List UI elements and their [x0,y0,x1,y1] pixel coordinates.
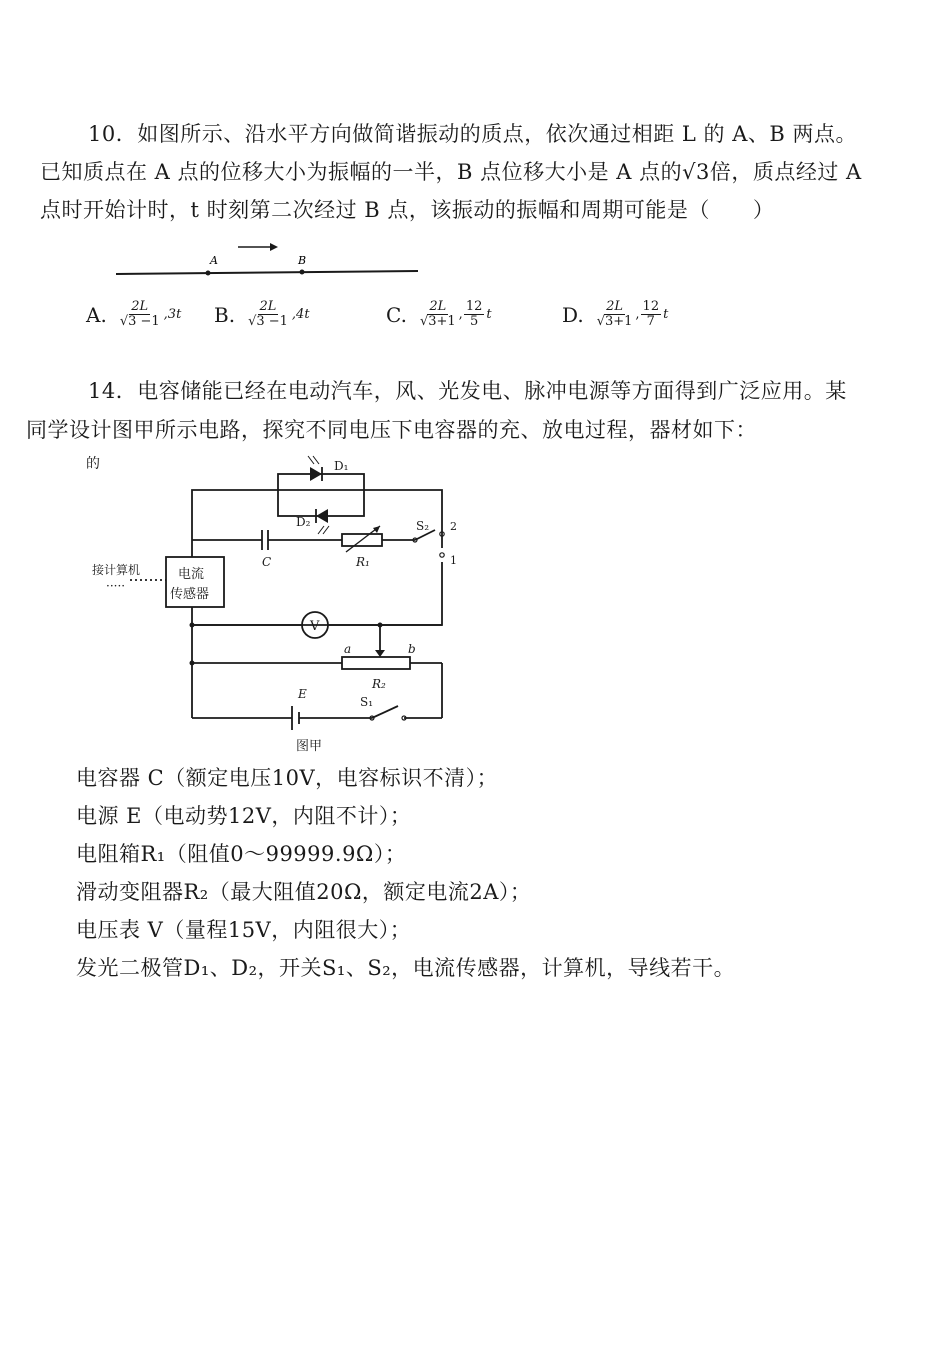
option-d-letter: D. [562,302,584,327]
option-b[interactable] [214,300,310,329]
label-a: a [344,642,352,656]
option-d-num: 2L [606,299,623,314]
q14-line-1: 14．电容储能已经在电动汽车，风、光发电、脉冲电源等方面得到广泛应用。某 [88,379,847,403]
option-b-den: √3 −1 [248,314,288,329]
label-r2: R₂ [372,677,386,691]
option-a-amplitude [118,300,162,329]
point-b-label: B [298,254,307,267]
option-d-period-num: 12 [642,299,660,314]
option-c-period-num: 12 [465,299,483,314]
q10-line-1: 10．如图所示、沿水平方向做简谐振动的质点，依次通过相距 L 的 A、B 两点。 [88,122,857,146]
option-c-den: √3+1 [419,314,456,329]
d2-light-icon [318,526,324,534]
label-r1: R₁ [356,555,370,569]
diode-d1-icon [310,467,322,481]
q14-line-2: 同学设计图甲所示电路，探究不同电压下电容器的充、放电过程，器材如下： [26,418,757,442]
q10-line-3: 点时开始计时，t 时刻第二次经过 B 点，该振动的振幅和周期可能是（ ） [40,198,775,222]
label-e: E [298,687,307,701]
slider-arrow-icon [375,650,385,657]
option-b-letter: B. [214,302,236,327]
option-d-period-frac [641,300,662,329]
option-c-period-unit: t [486,307,492,322]
s2-contact-1 [440,553,444,557]
option-c-letter: C. [386,302,407,327]
point-b-dot [300,270,305,275]
label-computer: 接计算机 [92,563,141,577]
option-a[interactable] [86,300,181,329]
label-pos-1: 1 [450,554,457,567]
option-b-amplitude [246,300,290,329]
option-c-num: 2L [429,299,447,314]
computer-dots: ····· [106,579,126,593]
label-pos-2: 2 [450,520,457,533]
label-s1: S₁ [360,695,374,709]
option-c-amplitude [418,300,458,329]
option-d-den: √3+1 [596,314,633,329]
circuit-caption: 图甲 [296,739,323,754]
diode-box [278,474,364,516]
label-d2: D₂ [296,515,311,529]
option-b-period: ,4t [291,307,310,322]
label-s2: S₂ [416,519,430,533]
label-c: C [262,555,272,569]
circuit-corner-label: 的 [86,456,100,472]
direction-arrow-head-icon [270,243,278,251]
option-c-period-den: 5 [469,314,479,329]
option-a-period: ,3t [163,307,182,322]
label-sensor-1: 电流 [178,567,205,582]
switch-s1-blade [372,706,398,718]
material-item-2: 电源 E（电动势12V，内阻不计）； [76,804,412,828]
label-v: V [310,619,320,634]
right-wire [192,562,442,625]
circuit-diagram [70,450,490,760]
diode-d2-icon [316,509,328,523]
d1-light-icon [308,456,314,464]
q10-line-2: 已知质点在 A 点的位移大小为振幅的一半，B 点位移大小是 A 点的√3倍，质点经过 A [40,160,862,184]
option-b-num: 2L [259,299,277,314]
label-b: b [408,642,416,656]
option-d-amplitude [595,300,635,329]
option-a-den: √3 −1 [119,314,160,329]
option-c-period-frac [464,300,485,329]
material-item-3: 电阻箱R₁（阻值0～99999.9Ω）； [76,842,407,866]
material-item-1: 电容器 C（额定电压10V，电容标识不清）； [76,766,499,790]
q10-motion-line [116,271,418,274]
option-c[interactable]: C. $\frac{2L}{√3+1}$ , $\frac{12}{5}$ t [386,299,492,329]
label-d1: D₁ [334,459,349,473]
material-item-6: 发光二极管D₁、D₂，开关S₁、S₂，电流传感器，计算机，导线若干。 [76,956,736,980]
q10-figure [110,232,430,287]
material-item-4: 滑动变阻器R₂（最大阻值20Ω，额定电流2A）； [76,880,532,904]
option-d-period-unit: t [663,307,669,322]
resistor-r2 [342,657,410,669]
point-a-dot [206,271,211,276]
option-a-num: 2L [131,299,149,314]
top-wire [192,490,442,540]
point-a-label: A [210,254,218,267]
material-item-5: 电压表 V（量程15V，内阻很大）； [76,918,412,942]
option-d-period-den: 7 [646,314,655,329]
label-sensor-2: 传感器 [170,587,210,602]
option-d[interactable]: D. $\frac{2L}{√3+1}$ , $\frac{12}{7}$ t [562,299,669,329]
option-a-letter: A. [86,302,107,327]
